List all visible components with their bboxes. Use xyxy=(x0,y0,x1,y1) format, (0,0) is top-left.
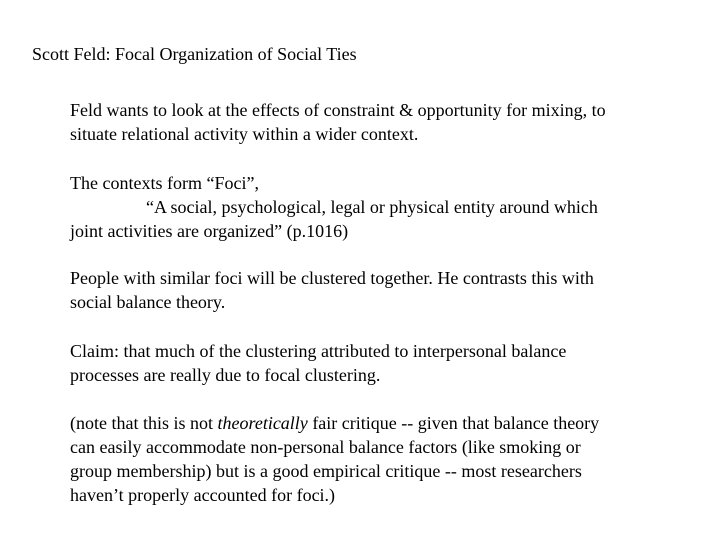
slide-title: Scott Feld: Focal Organization of Social Ties xyxy=(32,44,357,64)
paragraph-line: group membership) but is a good empirical critique -- most researchers xyxy=(70,461,582,481)
note-text-pre: (note that this is not xyxy=(70,413,218,433)
paragraph-line: Claim: that much of the clustering attributed to interpersonal balance xyxy=(70,341,567,361)
note-text-post: fair critique -- given that balance theory xyxy=(307,413,600,433)
paragraph-line: processes are really due to focal clustering. xyxy=(70,365,381,385)
paragraph-line: The contexts form “Foci”, xyxy=(70,173,259,193)
paragraph-foci-definition xyxy=(70,171,682,243)
paragraph-feld-intro xyxy=(70,98,682,146)
paragraph-line: can easily accommodate non-personal balance factors (like smoking or xyxy=(70,437,581,457)
paragraph-claim xyxy=(70,339,682,387)
paragraph-line: People with similar foci will be clustered together. He contrasts this with xyxy=(70,268,594,288)
paragraph-clustering xyxy=(70,266,682,314)
paragraph-line xyxy=(70,411,682,435)
paragraph-line: haven’t properly accounted for foci.) xyxy=(70,485,336,505)
paragraph-line: Feld wants to look at the effects of constraint & opportunity for mixing, to xyxy=(70,100,606,120)
note-emphasis: theoretically xyxy=(217,413,308,433)
paragraph-note xyxy=(70,411,682,507)
paragraph-line: social balance theory. xyxy=(70,292,226,312)
quote-line: joint activities are organized” (p.1016) xyxy=(70,221,349,241)
quote-line: “A social, psychological, legal or physical entity around which xyxy=(146,197,598,217)
paragraph-line: situate relational activity within a wider context. xyxy=(70,124,419,144)
